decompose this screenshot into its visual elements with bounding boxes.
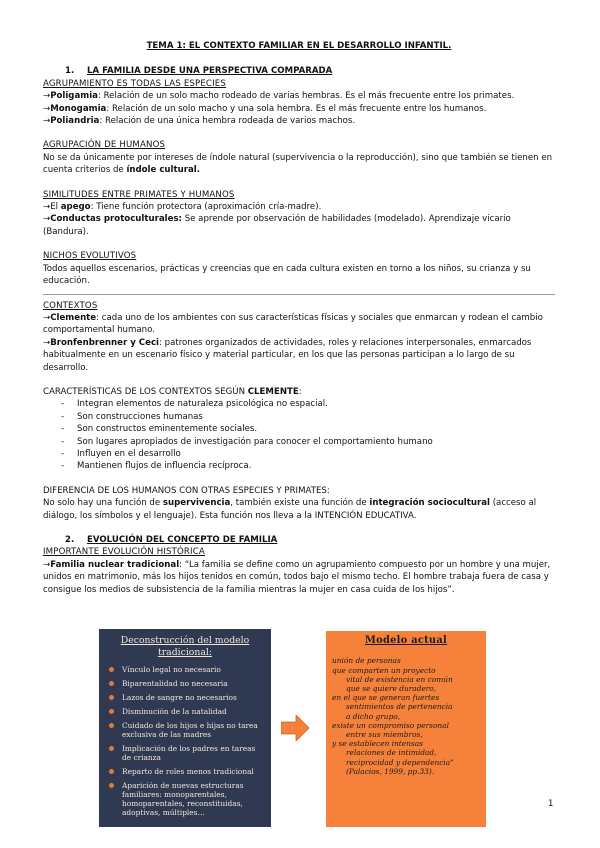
item-bronfenbrenner	[43, 337, 555, 374]
arrow-glyph: →El	[43, 202, 61, 213]
paragraph-bold: índole cultural.	[126, 165, 200, 176]
similitudes	[43, 189, 555, 239]
modelo-actual-line: unión de personas	[332, 656, 401, 666]
caracteristicas-contextos	[43, 386, 555, 473]
modelo-actual-text	[332, 656, 480, 776]
diferencia-humanos	[43, 485, 555, 522]
section-1-heading	[65, 65, 555, 77]
arrow-glyph: →	[43, 91, 51, 102]
right-arrow-icon	[281, 715, 309, 741]
modelo-actual-title: Modelo actual	[364, 635, 448, 646]
list-item: - Mantienen flujos de influencia recíproca.	[61, 460, 555, 472]
section-1-number: 1.	[65, 66, 75, 77]
modelo-actual-line: vital de existencia en común	[346, 674, 453, 684]
item-conductas	[43, 213, 555, 238]
list-item: - Influyen en el desarrollo	[61, 448, 555, 460]
section-2-heading	[65, 534, 555, 546]
term-label: apego	[60, 202, 91, 213]
modelo-actual-line: que se quiere duradero,	[346, 684, 437, 694]
term-text: : cada uno de los ambientes con sus características físicas y sociales que enmarcan y rodean el cambio comportamental humano.	[43, 312, 543, 336]
modelo-actual-line: y se establecen intensas	[332, 739, 423, 749]
agrupacion-humanos-subtitle: AGRUPACIÓN DE HUMANOS	[43, 140, 166, 151]
modelo-actual-line: a dicho grupo,	[346, 711, 401, 721]
modelo-actual-line: reciprocidad y dependencia”	[346, 757, 454, 767]
agrupacion-humanos-text	[43, 152, 555, 177]
deconstruccion-title: Deconstrucción del modelo tradicional:	[120, 635, 250, 658]
familia-nuclear-text	[43, 559, 555, 596]
term-label: Conductas protoculturales:	[50, 214, 182, 225]
nichos-text: Todos aquellos escenarios, prácticas y creencias que en cada cultura existen en torno a los niños, su crianza y su educación.	[43, 263, 531, 287]
term-label: Poligamia	[50, 91, 98, 102]
modelo-actual-line: existe un compromiso personal	[332, 720, 449, 730]
similitudes-subtitle: SIMILITUDES ENTRE PRIMATES Y HUMANOS	[43, 189, 235, 200]
paragraph-bold: supervivencia	[162, 498, 231, 509]
paragraph-bold: integración sociocultural	[369, 498, 490, 509]
arrow-glyph: →	[43, 559, 51, 570]
modelo-actual-line: en el que se generan fuertes	[332, 693, 440, 703]
heading-bold: CLEMENTE	[247, 386, 299, 397]
bullet-item: Vínculo legal no necesario	[107, 665, 263, 674]
paragraph-text: No se da únicamente por intereses de índole natural (supervivencia o la reproducción), sino que también se tienen en cuenta criterios de	[43, 152, 553, 176]
document-title: TEMA 1: EL CONTEXTO FAMILIAR EN EL DESARROLLO INFANTIL.	[146, 41, 452, 51]
bullet-item: Aparición de nuevas estructuras familiares: monoparentales, homoparentales, reconstituidas, adoptivas, múltiples…	[107, 781, 263, 817]
list-item: - Son lugares apropiados de investigación para conocer el comportamiento humano	[61, 436, 555, 448]
section-2-number: 2.	[65, 535, 75, 545]
term-text: : Tiene función protectora (aproximación cría-madre).	[90, 202, 322, 213]
agrupamiento-especies	[43, 78, 555, 128]
family-model-figure	[99, 629, 586, 829]
bullet-item: Lazos de sangre no necesarios	[107, 693, 263, 702]
paragraph-text: (acceso al diálogo, los símbolos y el lenguaje). Esta función nos lleva a la INTENCIÓN EDUCATIVA.	[43, 498, 537, 521]
section-1-title: LA FAMILIA DESDE UNA PERSPECTIVA COMPARADA	[87, 66, 333, 77]
contextos	[43, 300, 555, 374]
term-text: : Relación de un solo macho y una sola hembra. Es el más frecuente entre los humanos.	[106, 103, 487, 114]
term-label: Monogamia	[50, 103, 107, 114]
term-text: : Relación de una única hembra rodeada de varios machos.	[99, 116, 356, 127]
agrupamiento-especies-subtitle: AGRUPAMIENTO ES TODAS LAS ESPECIES	[43, 78, 226, 89]
term-label: Familia nuclear tradicional	[50, 559, 180, 570]
item-monogamia	[43, 103, 555, 115]
item-poligamia	[43, 90, 555, 102]
horizontal-divider	[43, 294, 555, 295]
term-label: Clemente	[50, 312, 97, 323]
section-2-title: EVOLUCIÓN DEL CONCEPTO DE FAMILIA	[87, 535, 278, 545]
heading-text: CARACTERÍSTICAS DE LOS CONTEXTOS SEGÚN	[43, 386, 248, 397]
modelo-actual-line: que comparten un proyecto	[332, 665, 436, 675]
bullet-item: Reparto de roles menos tradicional	[107, 767, 263, 776]
contextos-subtitle: CONTEXTOS	[43, 300, 98, 311]
term-label: Bronfenbrenner y Ceci	[50, 337, 159, 348]
item-poliandria	[43, 115, 555, 127]
modelo-actual-line: entre sus miembros,	[346, 730, 423, 740]
list-item: - Son constructos eminentemente sociales.	[61, 423, 555, 435]
evolucion-subtitle: IMPORTANTE EVOLUCIÓN HISTÓRICA	[43, 547, 205, 558]
paragraph-text: , también existe una función de	[230, 498, 370, 509]
modelo-actual-panel	[326, 631, 486, 827]
list-item: - Son construcciones humanas	[61, 411, 555, 423]
caracteristicas-list	[61, 398, 555, 472]
item-clemente	[43, 312, 555, 337]
deconstruccion-panel	[99, 629, 271, 827]
deconstruccion-list	[107, 665, 263, 817]
nichos-evolutivos	[43, 250, 555, 287]
bullet-item: Cuidado de los hijos e hijas no tarea exclusiva de las madres	[107, 721, 263, 739]
bullet-item: Implicación de los padres en tareas de crianza	[107, 744, 263, 762]
page-number: 1	[548, 799, 554, 809]
bullet-item: Disminución de la natalidad	[107, 707, 263, 716]
diferencia-heading: DIFERENCIA DE LOS HUMANOS CON OTRAS ESPECIES Y PRIMATES:	[43, 485, 330, 496]
modelo-actual-line: sentimientos de pertenencia	[346, 702, 453, 712]
arrow-glyph: →	[43, 103, 51, 114]
document-page	[43, 40, 555, 596]
list-item: - Integran elementos de naturaleza psicológica no espacial.	[61, 398, 555, 410]
paragraph-text: No solo hay una función de	[43, 498, 163, 509]
arrow-glyph: →	[43, 337, 51, 348]
caracteristicas-heading	[43, 386, 555, 398]
arrow-glyph: →	[43, 116, 51, 127]
modelo-actual-line: relaciones de intimidad,	[346, 748, 437, 758]
term-text: Se aprende por observación de habilidades (modelado). Aprendizaje vicario (Bandura).	[43, 214, 511, 237]
item-apego	[43, 201, 555, 213]
term-text: : patrones organizados de actividades, roles y relaciones interpersonales, enmarcados habitualmente en un escenario físico y material particular, en los que las personas participan a lo largo de su desarrollo.	[43, 337, 532, 373]
term-text: : Relación de un solo macho rodeado de varias hembras. Es el más frecuente entre los primates.	[97, 91, 515, 102]
bullet-item: Biparentalidad no necesaria	[107, 679, 263, 688]
term-text: : “La familia se define como un agrupamiento compuesto por un hombre y una mujer, unidos en matrimonio, más los hijos tenidos en común, todos bajo el mismo techo. El hombre trabaja fuera de casa y consigue los medios de subsistencia de la familia mientras la mujer en casa cuida de los hijos”.	[43, 559, 551, 595]
heading-colon: :	[298, 386, 302, 397]
diferencia-text	[43, 497, 555, 522]
nichos-subtitle: NICHOS EVOLUTIVOS	[43, 251, 137, 262]
arrow-glyph: →	[43, 312, 51, 323]
term-label: Poliandria	[50, 116, 100, 127]
modelo-actual-line: (Palacios, 1999, pp.33).	[346, 766, 435, 776]
agrupacion-humanos	[43, 139, 555, 176]
arrow-glyph: →	[43, 214, 51, 225]
